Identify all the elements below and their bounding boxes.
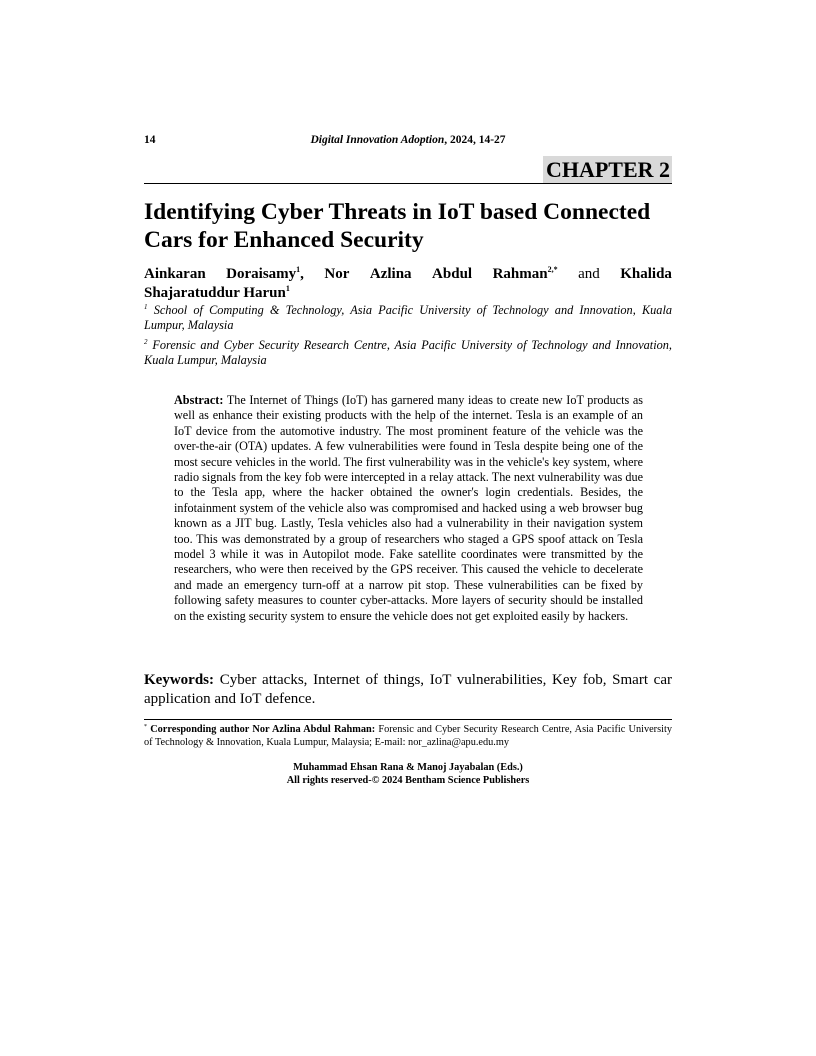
page-number: 14 (144, 134, 156, 146)
chapter-rule (144, 183, 672, 184)
author-list (144, 265, 672, 303)
affiliation-2-text: Forensic and Cyber Security Research Centre, Asia Pacific University of Technology and Innovation, Kuala Lumpur, Malaysia (144, 338, 673, 367)
author-1-first: Ainkaran (144, 266, 206, 282)
paper-title: Identifying Cyber Threats in IoT based Connected Cars for Enhanced Security (144, 199, 651, 253)
running-head (0, 134, 816, 146)
author-1-sup: 1 (296, 265, 301, 274)
affiliation-1-text: School of Computing & Technology, Asia Pacific University of Technology and Innovation, Kuala Lumpur, Malaysia (144, 303, 673, 332)
affiliation-2 (144, 338, 672, 368)
keywords-label: Keywords: (144, 672, 214, 688)
author-1-surname-group (226, 265, 304, 284)
author-2-sup: 2,* (547, 265, 558, 274)
keywords-text: Cyber attacks, Internet of things, IoT vulnerabilities, Key fob, Smart car application and IoT defence. (144, 672, 672, 707)
affiliation-1 (144, 303, 672, 333)
journal-title: Digital Innovation Adoption (310, 134, 445, 146)
journal-details: , 2024, 14-27 (444, 134, 506, 146)
footnote-label: Corresponding author Nor Azlina Abdul Rahman: (150, 724, 376, 735)
footnote (144, 723, 672, 749)
author-2-surname-group (493, 265, 558, 284)
author-1-surname: Doraisamy (226, 266, 297, 282)
copyright-line: All rights reserved-© 2024 Bentham Science Publishers (286, 774, 530, 786)
affiliation-1-sup: 1 (144, 303, 148, 311)
author-3-sup: 1 (285, 284, 290, 293)
footnote-text: Forensic and Cyber Security Research Centre, Asia Pacific University of Technology & Innovation, Kuala Lumpur, Malaysia; E-mail: nor_azlina@apu.edu.my (144, 724, 672, 748)
keywords (144, 671, 672, 709)
affiliation-2-sup: 2 (144, 338, 148, 346)
author-and: and (578, 266, 600, 282)
abstract-text: The Internet of Things (IoT) has garnered many ideas to create new IoT products as well as enhance their existing products with the help of the internet. Tesla is an example of an IoT device from the automotive industry. The most prominent feature of the vehicle was the over-the-air (OTA) updates. A few vulnerabilities were found in Tesla despite being one of the most secure vehicles in the world. The first vulnerability was in the vehicle's key system, where radio signals from the key fob were intercepted in a relay attack. The next vulnerability was due to the Tesla app, where the hacker obtained the owner's login credentials. Besides, the infotainment system of the vehicle also was compromised and hacked using a web browser bug known as a JIT bug. Lastly, Tesla vehicles also had a vulnerability in their navigation system too. This was demonstrated by a group of researchers who staged a GPS spoof attack on Tesla model 3 while it was in Autopilot mode. Fake satellite coordinates were transmitted by the researchers, who were then received by the GPS receiver. This caused the vehicle to decelerate and made an emergency turn-off at a narrow pit stop. These vulnerabilities can be fixed by following safety measures to counter cyber-attacks. More layers of security should be installed on the existing security system to ensure the vehicle does not get exploited easily by hackers. (174, 393, 644, 623)
author-3-first: Khalida (620, 266, 672, 282)
editors-block (0, 762, 816, 787)
footnote-rule (144, 719, 672, 720)
footnote-sup: * (144, 724, 147, 730)
author-2-second: Azlina (369, 266, 412, 282)
author-2-third: Abdul (432, 266, 473, 282)
author-3-rest: Shajaratuddur Harun (144, 285, 286, 301)
abstract (174, 393, 643, 624)
author-line-1 (144, 265, 672, 284)
abstract-label: Abstract: (174, 393, 224, 407)
author-comma: , (300, 266, 304, 282)
editors-line: Muhammad Ehsan Rana & Manoj Jayabalan (Eds.) (293, 762, 523, 773)
author-line-2 (144, 284, 672, 303)
author-2-surname: Rahman (492, 266, 548, 282)
chapter-label: CHAPTER 2 (543, 156, 672, 183)
author-2-first: Nor (324, 266, 350, 282)
